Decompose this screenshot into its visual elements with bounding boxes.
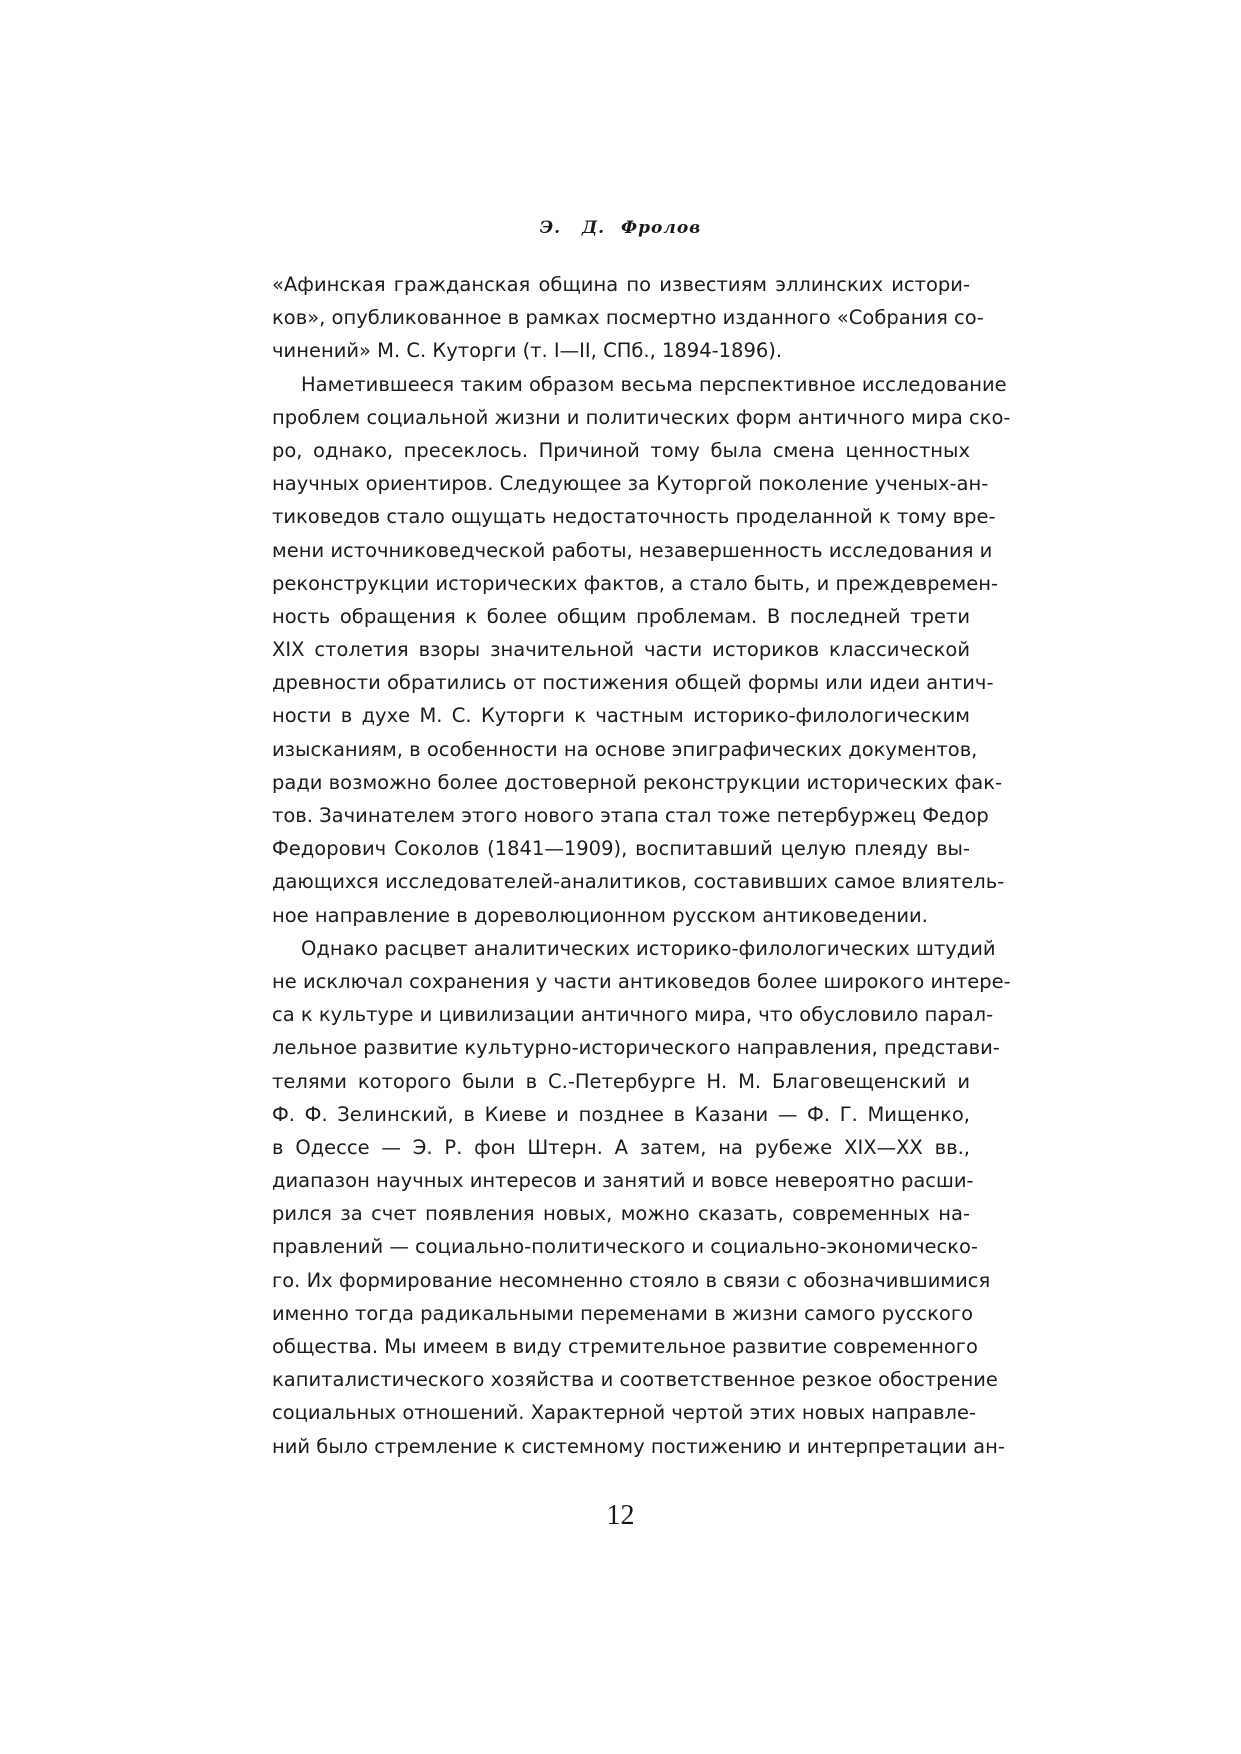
text-line: Ф. Ф. Зелинский, в Киеве и позднее в Казани — Ф. Г. Мищенко, (272, 1102, 970, 1126)
text-line: «Афинская гражданская община по известиям эллинских истори- (272, 273, 970, 296)
body-text (272, 268, 1011, 1463)
text-line: капиталистического хозяйства и соответственное резкое обострение (272, 1368, 998, 1392)
text-line: Наметившееся таким образом весьма перспективное исследование (301, 372, 1007, 396)
text-line: го. Их формирование несомненно стояло в связи с обозначившимися (272, 1268, 991, 1292)
text-line: диапазон научных интересов и занятий и вовсе невероятно расши- (272, 1169, 974, 1193)
text-line: древности обратились от постижения общей формы или идеи антич- (272, 671, 994, 695)
text-line: ность обращения к более общим проблемам. В последней трети (272, 604, 970, 628)
text-line: мени источниковедческой работы, незавершенность исследования и (272, 538, 993, 562)
text-line: реконструкции исторических фактов, а стало быть, и преждевремен- (272, 571, 999, 595)
text-line: чинений» М. С. Куторги (т. I—II, СПб., 1894-1896). (272, 339, 783, 363)
text-line: лельное развитие культурно-исторического направления, представи- (272, 1036, 1000, 1060)
text-line: XIX столетия взоры значительной части историков классической (272, 638, 970, 662)
text-line: социальных отношений. Характерной чертой этих новых направле- (272, 1401, 976, 1425)
text-line: телями которого были в С.-Петербурге Н. М. Благовещенский и (272, 1069, 970, 1093)
text-line: тов. Зачинателем этого нового этапа стал тоже петербуржец Федор (272, 804, 989, 827)
paragraph-3 (272, 932, 1011, 1463)
author-surname: Фролов (621, 218, 702, 238)
paragraph-2 (272, 368, 1011, 932)
text-line: ное направление в дореволюционном русском антиковедении. (272, 903, 928, 927)
text-line: Однако расцвет аналитических историко-филологических штудий (301, 936, 996, 960)
paragraph-1 (272, 268, 984, 368)
text-line: рился за счет появления новых, можно сказать, современных на- (272, 1202, 970, 1226)
text-line: са к культуре и цивилизации античного мира, что обусловило парал- (272, 1003, 994, 1027)
text-line: в Одессе — Э. Р. фон Штерн. А затем, на рубеже XIX—XX вв., (272, 1135, 970, 1159)
text-line: ро, однако, пресеклось. Причиной тому была смена ценностных (272, 438, 970, 462)
text-line: ков», опубликованное в рамках посмертно изданного «Собрания со- (272, 306, 984, 330)
page-number: 12 (606, 1500, 635, 1531)
author-initials: Э. Д. (539, 218, 606, 238)
text-line: изысканиям, в особенности на основе эпиграфических документов, (272, 737, 978, 761)
text-line: проблем социальной жизни и политических форм античного мира ско- (272, 405, 1011, 429)
text-line: общества. Мы имеем в виду стремительное развитие современного (272, 1335, 978, 1358)
text-line: ний было стремление к системному постижению и интерпретации ан- (272, 1434, 1005, 1458)
text-line: тиковедов стало ощущать недостаточность проделанной к тому вре- (272, 505, 996, 529)
text-line: не исключал сохранения у части антиковедов более широкого интере- (272, 969, 1011, 993)
text-line: ради возможно более достоверной реконструкции исторических фак- (272, 770, 1003, 794)
text-line: ности в духе М. С. Куторги к частным историко-филологическим (272, 704, 970, 728)
text-line: правлений — социально-политического и социально-экономическо- (272, 1235, 978, 1259)
text-line: научных ориентиров. Следующее за Куторгой поколение ученых-ан- (272, 472, 989, 496)
running-header (0, 218, 1241, 238)
text-line: именно тогда радикальными переменами в жизни самого русского (272, 1301, 974, 1325)
text-line: дающихся исследователей-аналитиков, составивших самое влиятель- (272, 870, 1005, 894)
text-line: Федорович Соколов (1841—1909), воспитавший целую плеяду вы- (272, 837, 970, 861)
